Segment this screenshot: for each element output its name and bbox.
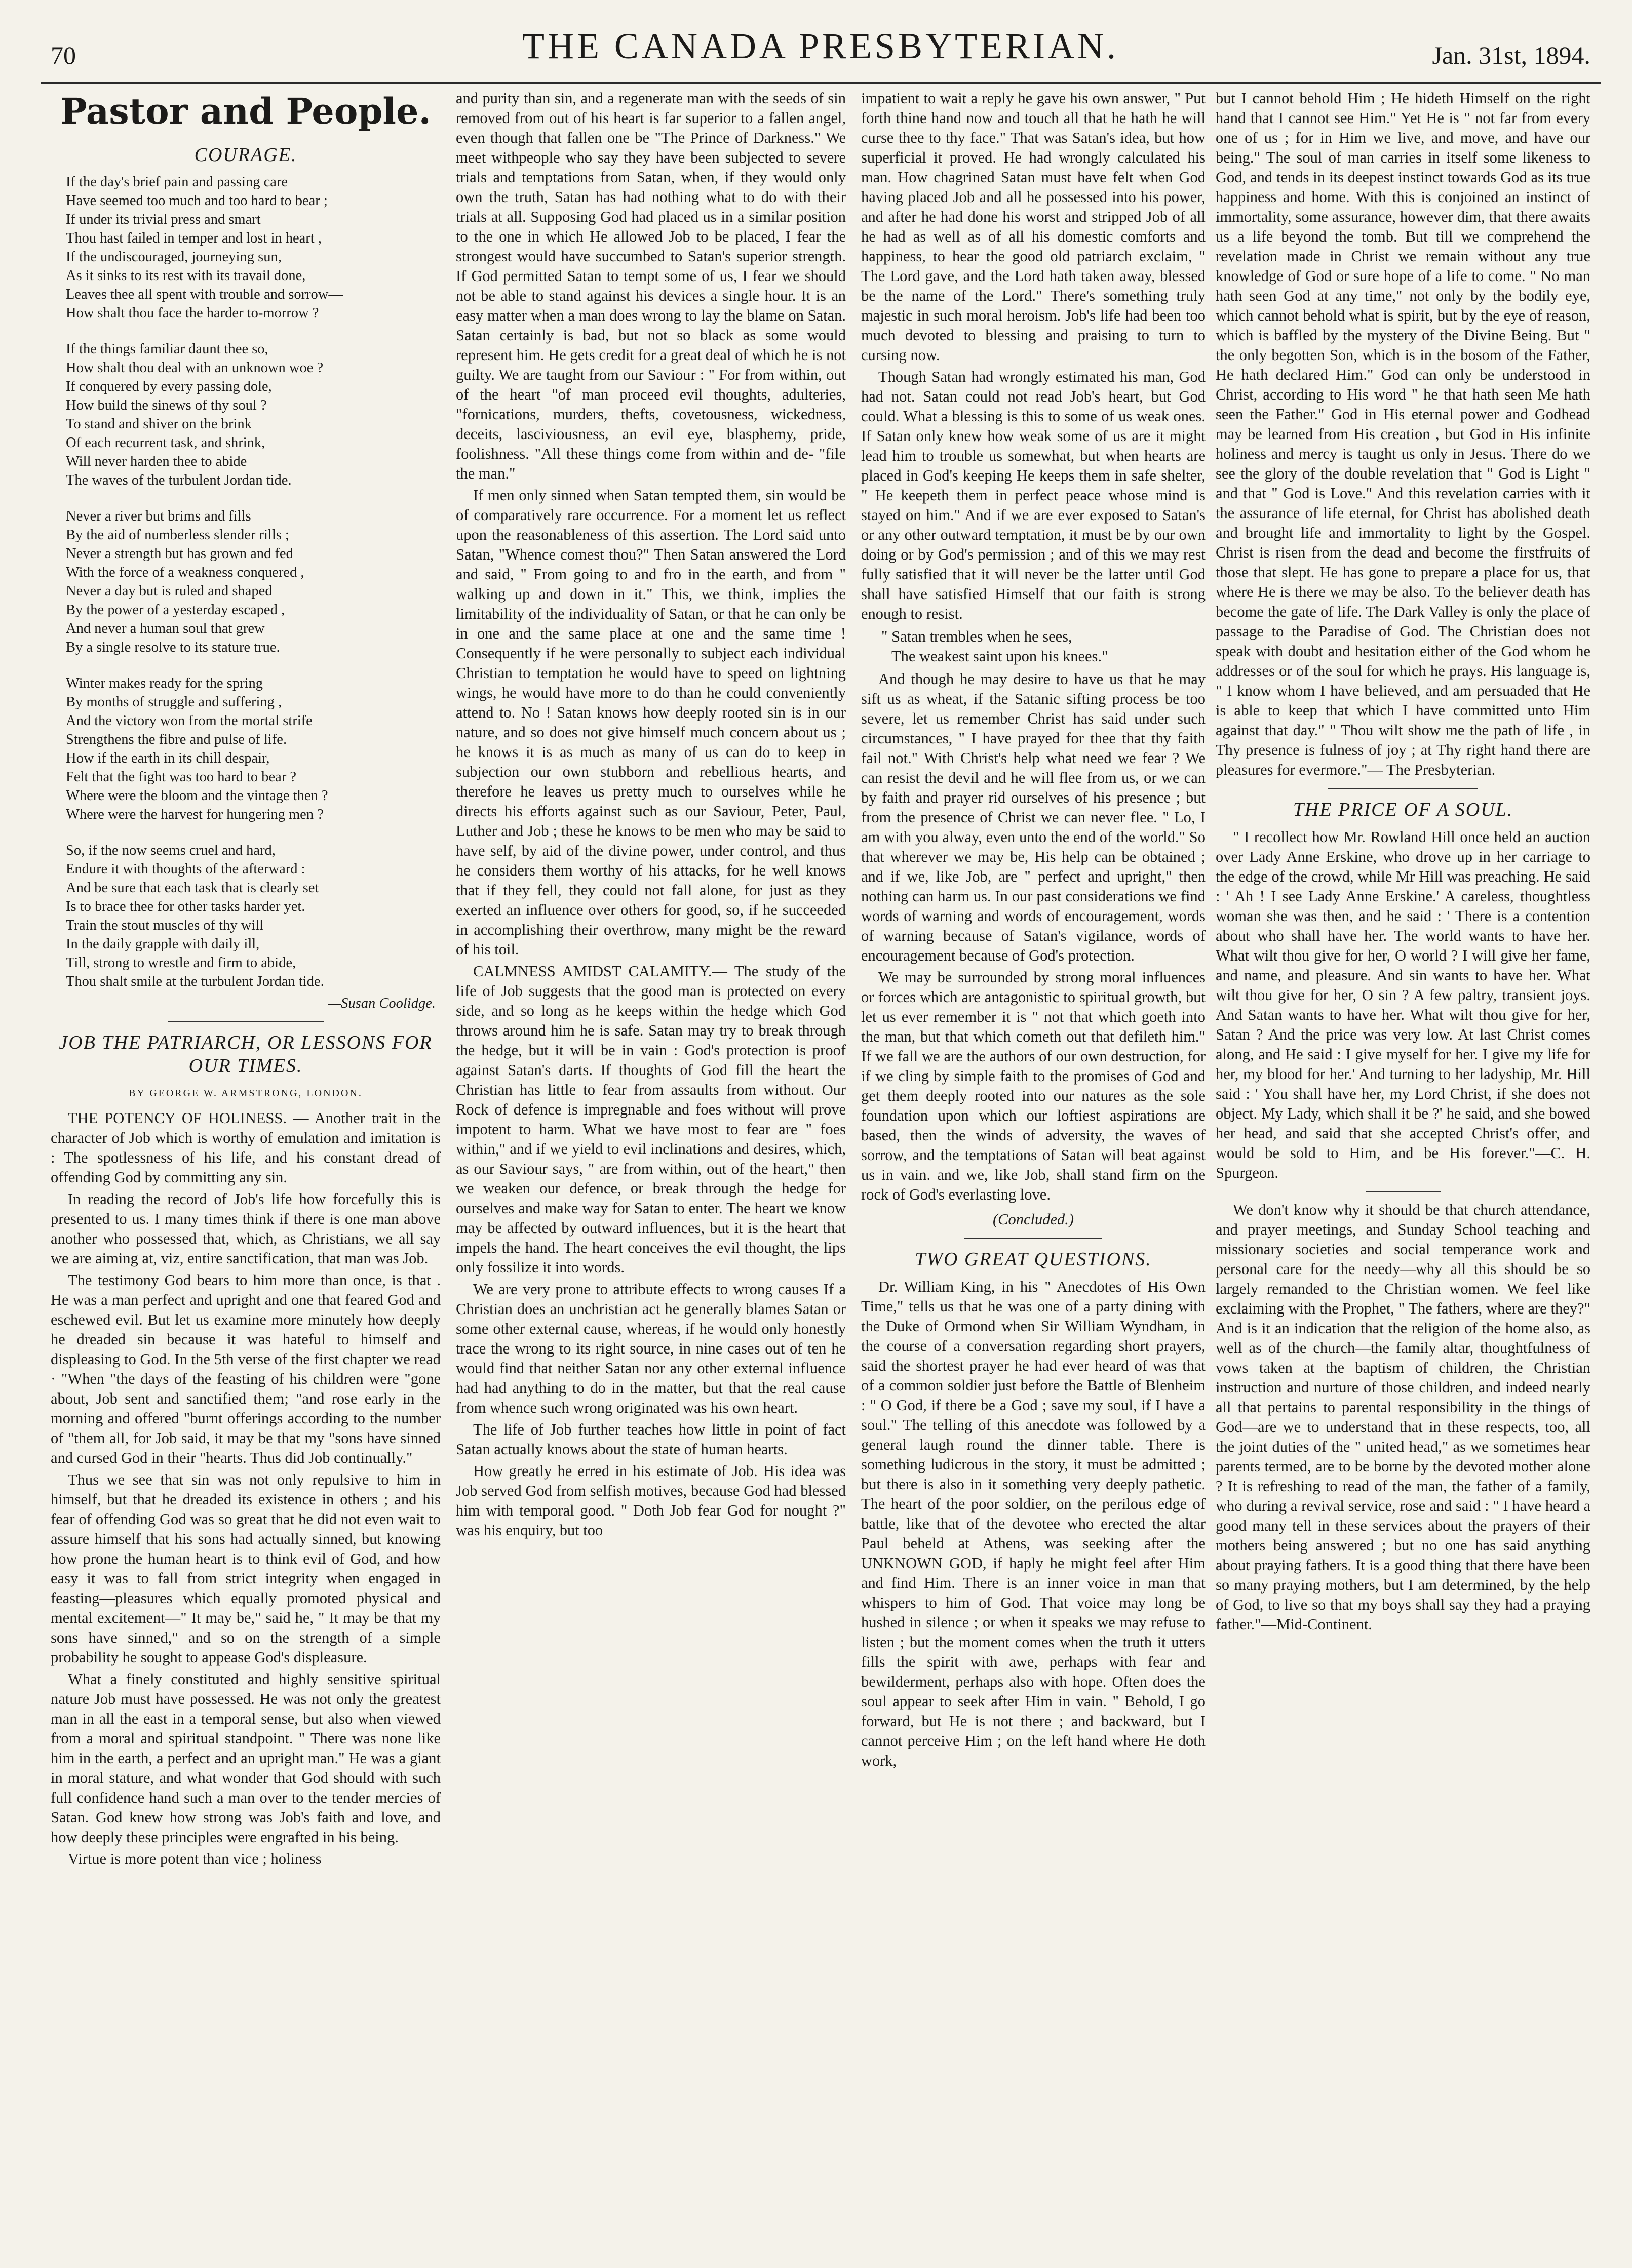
poem-line: By months of struggle and suffering , [66,694,282,710]
article-divider [1366,1191,1441,1192]
page-number: 70 [51,41,76,69]
paragraph: How greatly he erred in his estimate of Job. His idea was Job served God from selfish motives, because God had blessed him with temporal good. " Doth Job fear God for nought ?" was his enquiry, but too [456,1462,846,1539]
paragraph: In reading the record of Job's life how forcefully this is presented to us. I many times think if there is one man above another who possessed that, which, as Christians, we all say we are aiming at, viz, entire sanctification, that man was Job. [51,1190,441,1267]
header-rule [41,82,1601,84]
poem-line: In the daily grapple with daily ill, [66,936,260,952]
article-title-questions: TWO GREAT QUESTIONS. [915,1249,1152,1270]
poem-line: Train the stout muscles of thy will [66,918,264,933]
poem-line: Never a strength but has grown and fed [66,546,293,562]
poem-line: Will never harden thee to abide [66,454,247,469]
poem-line: If the undiscouraged, journeying sun, [66,249,282,265]
paragraph: And though he may desire to have us that he may sift us as wheat, if the Satanic sifting process be too severe, let us remember Christ has said under such circumstances, " I have prayed for thee that thy faith fail not." With Christ's help what need we fear ? We can resist the devil and he will flee from us, or we can by faith and prayer rid ourselves of his presence ; but from the presence of Christ we can never flee. " Lo, I am with you alway, even unto the end of the world." So that wherever we may be, His help can be obtained ; and if we, like Job, are " perfect and upright," then nothing can harm us. In our past considerations we find words of warning and words of encouragement, words of warning because of Satan's vigilance, words of encouragement because of God's protection. [861,670,1206,964]
verse-line: " Satan trembles when he sees, [881,628,1072,645]
poem-line: Where were the bloom and the vintage then ? [66,788,328,804]
column-1 [51,89,441,2241]
poem-line: Of each recurrent task, and shrink, [66,435,265,451]
poem-courage [66,173,441,1013]
paragraph: " I recollect how Mr. Rowland Hill once held an auction over Lady Anne Erskine, who drove up in her carriage to the edge of the crowd, while Mr Hill was preaching. He said : ' Ah ! I see Lady Anne Erskine.' A careless, thoughtless woman she was then, and he said : ' There is a contention about who shall have her. The world wants to have her. What wilt thou give for her, O world ? I will give her fame, and name, and pleasure. And sin wants to have her. What wilt thou give for her, O sin ? A few paltry, transient joys. And Satan wants to have her. What wilt thou give for her, Satan ? And the price was very low. At last Christ comes along, and He said : I give myself for her. I give my life for her, my blood for her.' And turning to her ladyship, Mr. Hill said : ' You shall have her, my Lord Christ, if she does not object. My Lady, which shall it be ?' he said, and she bowed her head, and said that she accepted Christ's offer, and would be sold to Him, and be His forever."—C. H. Spurgeon. [1216,828,1590,1181]
paragraph: but I cannot behold Him ; He hideth Himself on the right hand that I cannot see Him." Yet He is " not far from every one of us ; for in Him we live, and move, and have our being." The soul of man carries in itself some likeness to God, and tends in its deepest instinct towards God as its true happiness and home. With this is conjoined an instinct of immortality, some assurance, however dim, that there awaits us a life beyond the tomb. But till we comprehend the revelation made in Christ we remain without any true knowledge of God or sure hope of a life to come. " No man hath seen God at any time," not only by the bodily eye, which cannot behold what is spirit, but by the eye of reason, which is baffled by the mystery of the Divine Being. But " the only begotten Son, which is in the bosom of the Father, He hath declared Him." God can only be understood in Christ, according to His word " he that hath seen Me hath seen the Father." God in His eternal power and Godhead may be learned from His creation , but God in His infinite holiness and mercy is taught us only in Jesus. There do we see the glory of the double revelation that " God is Light " and that " God is Love." And this revelation carries with it the assurance of life eternal, for Christ has abolished death and brought life and immortality to light by the Gospel. Christ is risen from the dead and become the firstfruits of those that slept. He has gone to prepare a place for us, that where He is there we may be also. To the believer death has become the gate of life. The Dark Valley is only the place of passage to the Paradise of God. The Christian does not speak with doubt and hesitation either of the God whom he addresses or of the soul for which he prays. His language is, " I know whom I have believed, and am persuaded that He is able to keep that which I have committed unto Him against that day." " Thou wilt show me the path of life , in Thy presence is fulness of joy ; at Thy right hand there are pleasures for evermore."— The Presbyterian. [1216,90,1590,778]
paragraph: The life of Job further teaches how little in point of fact Satan actually knows about the state of human hearts. [456,1421,846,1458]
poem-stanza [66,340,441,490]
poem-line: Have seemed too much and too hard to bear ; [66,193,328,209]
poem-line: By the aid of numberless slender rills ; [66,527,289,543]
article-title-price: THE PRICE OF A SOUL. [1293,799,1513,820]
poem-line: How shalt thou face the harder to-morrow ? [66,305,319,321]
verse-line: The weakest saint upon his knees." [891,648,1108,665]
paragraph: We are very prone to attribute effects to wrong causes If a Christian does an unchristian act he generally blames Satan or some other external cause, whereas, if he would only honestly trace the wrong to its right source, in nine cases out of ten he would find that neither Satan nor any other external influence had had anything to do in the matter, but that the real cause from whence such wrong originated was his own heart. [456,1281,846,1416]
poem-line: As it sinks to its rest with its travail done, [66,268,306,284]
concluded-note: (Concluded.) [992,1211,1074,1228]
poem-line: If the things familiar daunt thee so, [66,341,268,357]
article-divider [1328,788,1478,789]
poem-line: If the day's brief pain and passing care [66,174,288,190]
poem-line: Thou hast failed in temper and lost in heart , [66,230,322,246]
column-4 [1216,89,1590,2241]
paragraph: If men only sinned when Satan tempted them, sin would be of comparatively rare occurrence. For a moment let us reflect upon the reasonableness of this assertion. The Lord said unto Satan, "Whence comest thou?" Then Satan answered the Lord and said, " From going to and fro in the earth, and from " walking up and down in it." This, we think, implies the limitability of the individuality of Satan, or that he can only be in one and the same place at one and the same time ! Consequently if he were personally to subject each individual Christian to temptation he would have to speed on lightning wings, he would have more to do than he could conveniently attend to. No ! Satan knows how deeply rooted sin is in our nature, and so does not give himself much concern about us ; he knows it is as much as many of us can do to keep in subjection our own stubborn and rebellious hearts, and therefore he leaves us pretty much to ourselves while he directs his efforts against such as our Saviour, Peter, Paul, Luther and Job ; these he knows to be men who may be said to have self, by aid of the divine power, under control, and thus he considers them worthy of his attacks, for he well knows that if they fell, they could not fall alone, for just as they exerted an influence over others for good, so, if he succeeded in accomplishing their overthrow, many might be the reward of his toil. [456,487,846,958]
poem-author: —Susan Coolidge. [328,996,436,1011]
paragraph: Thus we see that sin was not only repulsive to him in himself, but that he dreaded its existence in others ; and his fear of offending God was so great that he did not even wait to assure himself that his sons had actually sinned, but knowing how prone the human heart is to think evil of God, and how easy it was to fall from strict integrity when engaged in feasting—pleasures which equally promoted physical and mental excitement—" It may be," said he, " It may be that my sons have sinned," and so on the strength of a simple probability he sought to appease God's displeasure. [51,1471,441,1666]
poem-stanza [66,674,441,824]
poem-line: With the force of a weakness conquered , [66,565,304,580]
article-title-job: JOB THE PATRIARCH, OR LESSONS FOR OUR TIMES. [59,1032,433,1077]
poem-line: The waves of the turbulent Jordan tide. [66,472,292,488]
poem-line: Till, strong to wrestle and firm to abide, [66,955,296,971]
poem-stanza [66,841,441,991]
paragraph: and purity than sin, and a regenerate man with the seeds of sin removed from out of his heart is far superior to a fallen angel, even though that fallen one be "The Prince of Darkness." We meet withpeople who say they have been subjected to severe trials and temptations from Satan, when, if they would only own the truth, Satan has had nothing what to do with their trials at all. Supposing God had placed us in a similar position to the one in which He allowed Job to be placed, I fear the strongest would have succumbed to Satan's superior strength. If God permitted Satan to tempt some of us, I fear we should not be able to stand against his devices a single hour. It is an easy matter when a man does wrong to lay the blame on Satan. Satan certainly is bad, but not so black as some would represent him. He gets credit for a great deal of which he is not guilty. We are taught from our Saviour : " For from within, out of the heart "of man proceed evil thoughts, adulteries, "fornications, murders, thefts, covetousness, wickedness, deceits, lasciviousness, an evil eye, blasphemy, pride, foolishness. "All these things come from within and de- "file the man." [456,90,846,482]
poem-line: Never a day but is ruled and shaped [66,583,273,599]
paragraph: The testimony God bears to him more than once, is that . He was a man perfect and upright and one that feared God and eschewed evil. But let us examine more minutely how deeply he dreaded sin because it was hateful to himself and displeasing to God. In the 5th verse of the first chapter we read · "When "the days of the feasting of his children were "gone about, Job sent and sanctified them; "and rose early in the morning and offered "burnt offerings according to the number of "them all, for Job said, it may be that my "sons have sinned and cursed God in their "hearts. Thus did Job continually." [51,1271,441,1466]
poem-line: And be sure that each task that is clearly set [66,880,319,896]
poem-line: How if the earth in its chill despair, [66,750,270,766]
paragraph: impatient to wait a reply he gave his own answer, " Put forth thine hand now and touch all that he hath he will curse thee to thy face." That was Satan's idea, but how superficial it proved. He had wrongly calculated his man. How chagrined Satan must have felt when God having placed Job and all he possessed into his power, and after he had done his worst and stripped Job of all he had as well as of all his domestic comforts and happiness, to hear the good old patriarch exclaim, " The Lord gave, and the Lord hath taken away, blessed be the name of the Lord." There's something truly majestic in such moral heroism. Job's life had been too much devoted to blessing and praising to turn to cursing now. [861,90,1206,364]
poem-line: By the power of a yesterday escaped , [66,602,285,618]
poem-line: Strengthens the fibre and pulse of life. [66,732,287,747]
paragraph: Virtue is more potent than vice ; holiness [68,1850,322,1867]
issue-date: Jan. 31st, 1894. [1432,41,1590,69]
publication-title: THE CANADA PRESBYTERIAN. [522,26,1119,66]
poem-line: If conquered by every passing dole, [66,379,272,394]
poem-line: And the victory won from the mortal strife [66,713,313,729]
paragraph: What a finely constituted and highly sensitive spiritual nature Job must have possessed. He was not only the greatest man in all the east in a temporal sense, but also when viewed from a moral and spiritual standpoint. " There was none like him in the earth, a perfect and an upright man." He was a giant in moral stature, and what wonder that God should with such full confidence hand such a man over to the tender mercies of Satan. God knew how strong was Job's faith and love, and how deeply these principles were engrafted in his being. [51,1670,441,1846]
poem-line: How shalt thou deal with an unknown woe ? [66,360,324,376]
byline: BY GEORGE W. ARMSTRONG, LONDON. [129,1088,363,1099]
poem-stanza [66,173,441,323]
article-divider [168,1021,324,1022]
poem-line: And never a human soul that grew [66,621,265,636]
poem-title: COURAGE. [194,144,297,166]
article-divider [964,1238,1102,1239]
poem-line: Felt that the fight was too hard to bear ? [66,769,297,785]
paragraph: Dr. William King, in his " Anecdotes of His Own Time," tells us that he was one of a party dining with the Duke of Ormond when Sir William Wyndham, in the course of a conversation regarding short prayers, said the shortest prayer he had ever heard of was that of a common soldier just before the Battle of Blenheim : " O God, if there be a God ; save my soul, if I have a soul." The telling of this anecdote was followed by a general laugh round the dinner table. There is something ludicrous in the story, it must be admitted ; but there is also in it something very deeply pathetic. The heart of the poor soldier, on the perilous edge of battle, like that of the devotee who erected the altar Paul beheld at Athens, was seeking after the UNKNOWN GOD, if haply he might feel after Him and find Him. There is an inner voice in man that whispers to him of God. That voice may long be hushed in silence ; or when it speaks we may refuse to listen ; but the moment comes when the truth it utters fills the spirit with awe, perhaps with fear and bewilderment, perhaps also with hope. Often does the soul appear to seek after Him in vain. " Behold, I go forward, but He is not there ; and backward, but I cannot perceive Him ; on the left hand where He doth work, [861,1278,1206,1769]
paragraph: CALMNESS AMIDST CALAMITY.— The study of the life of Job suggests that the good man is protected on every side, and so long as he keeps within the hedge which God throws around him he is safe. Satan may try to break through the hedge, but it will be in vain : God's protection is proof against Satan's darts. If thoughts of God fill the heart the Christian has little to fear from assaults from without. Our Rock of defence is impregnable and foes without will prove impotent to harm. What we have most to fear are " foes within," and if we yield to evil inclinations and desires, which, as our Saviour says, " are from within, out of the heart," then we weaken our defence, or break through the hedge for ourselves and make way for Satan to enter. The heart we know may be affected by outward influences, but it is the heart that impels the hand. The heart conceives the evil thought, the lips only fossilize it into words. [456,963,846,1276]
poem-line: Endure it with thoughts of the afterward : [66,861,305,877]
column-2 [456,89,846,2241]
poem-line: Where were the harvest for hungering men ? [66,807,324,822]
poem-line: Leaves thee all spent with trouble and sorrow— [66,287,343,302]
poem-line: If under its trivial press and smart [66,212,261,227]
paragraph: We don't know why it should be that church attendance, and prayer meetings, and Sunday School teaching and missionary societies and social temperance work and personal care for the needy—why all this should be so largely remanded to the Christian women. We feel like exclaiming with the Prophet, " The fathers, where are they?" And is it an indication that the religion of the home also, as well as of the church—the family altar, thoughtfulness of vows taken at the baptism of children, the Christian instruction and nurture of those children, and indeed nearly all that pertains to parental responsibility in the things of God—are we to understand that in these respects, too, all the joint duties of the " united head," as we sometimes hear parents termed, are to be borne by the devoted mother alone ? It is refreshing to read of the man, the father of a family, who during a revival service, rose and said : " I have heard a good many tell in these services about the prayers of their mothers being answered ; but no one has said anything about praying fathers. It is a good thing that there have been so many praying mothers, but I am determined, by the help of God, to live so that my boys shall say they had a praying father."—Mid-Continent. [1216,1201,1590,1633]
poem-line: Is to brace thee for other tasks harder yet. [66,899,305,914]
poem-line: To stand and shiver on the brink [66,416,252,432]
poem-line: Thou shalt smile at the turbulent Jordan tide. [66,974,324,989]
verse-quote [881,627,1206,666]
column-3 [861,89,1206,2241]
poem-line: By a single resolve to its stature true. [66,640,280,655]
masthead [41,20,1601,76]
section-title: Pastor and People. [60,90,431,132]
poem-line: So, if the now seems cruel and hard, [66,843,276,858]
paragraph: Though Satan had wrongly estimated his man, God had not. Satan could not read Job's heart, but God could. What a blessing is this to some of us weak ones. If Satan only knew how weak some of us are it might lead him to trouble us somewhat, but when hearts are placed in God's keeping He keeps them in safe shelter, " He keepeth them in perfect peace whose mind is stayed on him." And if we are ever exposed to Satan's or any other outward temptation, it must be by our own doing or by God's permission ; and of this we may rest fully satisfied that it will never be the latter until God shall have satisfied Himself that our faith is strong enough to resist. [861,368,1206,622]
poem-stanza [66,507,441,657]
poem-line: Never a river but brims and fills [66,508,251,524]
poem-line: Winter makes ready for the spring [66,675,263,691]
poem-line: How build the sinews of thy soul ? [66,397,267,413]
paragraph: We may be surrounded by strong moral influences or forces which are antagonistic to spiritual growth, but let us ever remember it is " not that which goeth into the man, but that which cometh out that defileth him." If we fall we are the authors of our own destruction, for if we cling by simple faith to the promises of God and get them deeply rooted into our natures as the sole foundation upon which our loftiest aspirations are based, then the winds of adversity, the waves of sorrow, and the temptations of Satan will beat against us in vain. and we, like Job, shall stand firm on the rock of God's everlasting love. [861,969,1206,1203]
paragraph: THE POTENCY OF HOLINESS. — Another trait in the character of Job which is worthy of emulation and imitation is : The spotlessness of his life, and his constant dread of offending God by committing any sin. [51,1109,441,1186]
